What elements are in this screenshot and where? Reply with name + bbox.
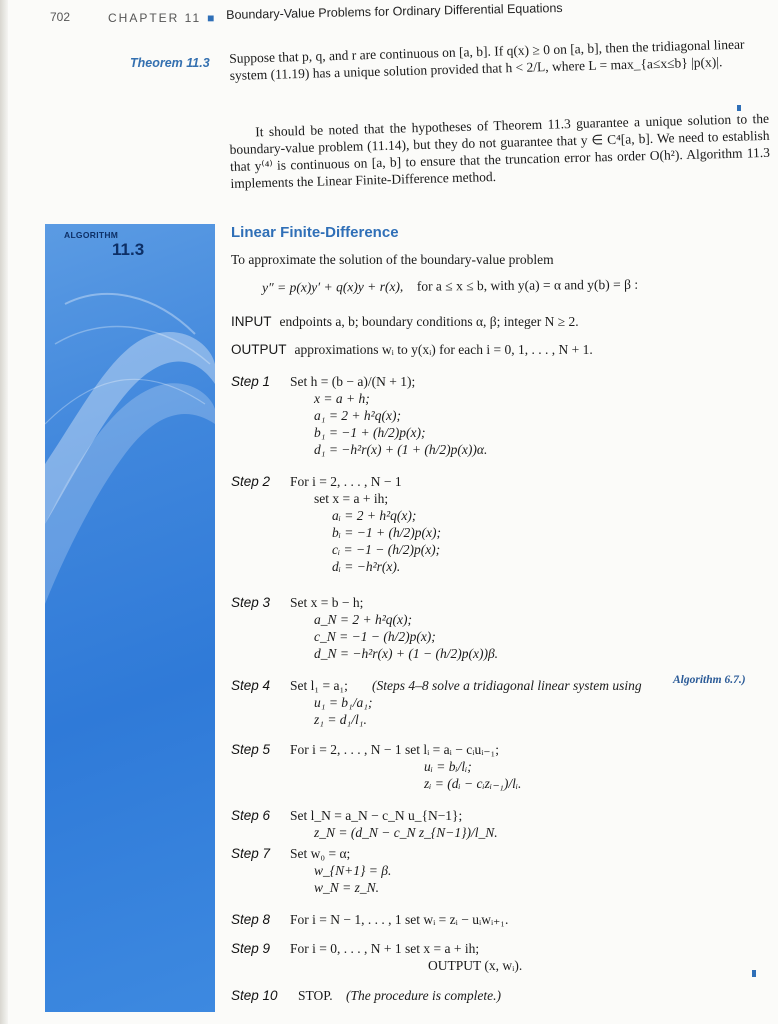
algorithm-reference: Algorithm 6.7.): [673, 674, 746, 686]
page-number: 702: [50, 10, 71, 24]
output-label: OUTPUT: [231, 342, 287, 357]
algorithm-title: Linear Finite-Difference: [231, 224, 399, 241]
algorithm-sidebar: [45, 224, 215, 1012]
step-line: cᵢ = −1 − (h/2)p(x);: [332, 542, 441, 557]
step-line: b₁ = −1 + (h/2)p(x);: [314, 425, 426, 440]
step-line: For i = 0, . . . , N + 1 set x = a + ih;: [290, 941, 480, 956]
step-line: Set w₀ = α;: [290, 846, 351, 861]
input-line: [231, 314, 579, 330]
step-label: Step 9: [231, 941, 271, 956]
step-line: Set l_N = a_N − c_N u_{N−1};: [290, 808, 463, 823]
step-line: u₁ = b₁/a₁;: [314, 695, 373, 710]
end-of-algorithm-icon: [752, 970, 756, 977]
step-line: Set x = b − h;: [290, 595, 364, 610]
step-label: Step 8: [231, 912, 271, 927]
step-line: zᵢ = (dᵢ − cᵢzᵢ₋₁)/lᵢ.: [424, 776, 522, 791]
step-line: dᵢ = −h²r(x).: [332, 559, 401, 574]
input-text: endpoints a, b; boundary conditions α, β; integer N ≥ 2.: [279, 314, 579, 329]
step-line: For i = 2, . . . , N − 1: [290, 474, 402, 489]
step-note: (The procedure is complete.): [346, 988, 501, 1003]
step-label: Step 7: [231, 846, 271, 861]
boundary-value-equation: [262, 277, 638, 296]
running-title: Boundary-Value Problems for Ordinary Differential Equations: [226, 0, 563, 22]
output-text: approximations wᵢ to y(xᵢ) for each i = 0, 1, . . . , N + 1.: [294, 342, 593, 357]
step-note: (Steps 4–8 solve a tridiagonal linear system using: [372, 678, 642, 693]
page-binding-edge: [0, 0, 8, 1024]
sidebar-swirl-graphic: [45, 224, 215, 1012]
step-label: Step 10: [231, 988, 278, 1003]
algorithm-number: 11.3: [112, 240, 145, 259]
algorithm-description: To approximate the solution of the boundary-value problem: [231, 252, 554, 267]
step-label: Step 2: [231, 474, 271, 489]
step-label: Step 3: [231, 595, 271, 610]
equation-main: y″ = p(x)y′ + q(x)y + r(x),: [262, 278, 404, 295]
step-line: bᵢ = −1 + (h/2)p(x);: [332, 525, 441, 540]
step-line: aᵢ = 2 + h²q(x);: [332, 508, 417, 523]
step-line: For i = N − 1, . . . , 1 set wᵢ = zᵢ − uᵢwᵢ₊₁.: [290, 912, 509, 927]
step-line: OUTPUT (x, wᵢ).: [428, 958, 523, 973]
note-paragraph: [229, 110, 771, 192]
step-line: Set l₁ = a₁;: [290, 678, 348, 693]
chapter-text: CHAPTER 11: [108, 11, 202, 25]
step-line: x = a + h;: [314, 391, 370, 406]
step-line: z_N = (d_N − c_N z_{N−1})/l_N.: [314, 825, 498, 840]
equation-condition: for a ≤ x ≤ b, with y(a) = α and y(b) = β :: [416, 276, 639, 294]
step-line: STOP.: [298, 988, 333, 1003]
step-line: w_N = z_N.: [314, 880, 380, 895]
step-label: Step 5: [231, 742, 271, 757]
step-line: For i = 2, . . . , N − 1 set lᵢ = aᵢ − cᵢuᵢ₋₁;: [290, 742, 499, 757]
chapter-label: [108, 11, 220, 25]
step-label: Step 4: [231, 678, 271, 693]
step-line: a₁ = 2 + h²q(x);: [314, 408, 401, 423]
algorithm-word: ALGORITHM: [64, 230, 119, 240]
bullet-icon: ■: [207, 11, 215, 25]
theorem-text: Suppose that p, q, and r are continuous on [a, b]. If q(x) ≥ 0 on [a, b], then the tridiagonal linear system (11.19) has a unique solution provided that h < 2/L, where L = max_{a≤x≤b} |p(x)|.: [229, 36, 745, 83]
step-line: w_{N+1} = β.: [314, 863, 392, 878]
step-label: Step 6: [231, 808, 271, 823]
step-line: c_N = −1 − (h/2)p(x);: [314, 629, 436, 644]
note-text: It should be noted that the hypotheses of Theorem 11.3 guarantee a unique solution to the boundary-value problem (11.14), but they do not guarantee that y ∈ C⁴[a, b]. We need to establish that y⁽⁴⁾ is continuous on [a, b] to ensure that the truncation error has order O(h²). Algorithm 11.3 implements the Linear Finite-Difference method.: [229, 110, 771, 191]
step-line: uᵢ = bᵢ/lᵢ;: [424, 759, 472, 774]
step-line: set x = a + ih;: [314, 491, 389, 506]
step-line: a_N = 2 + h²q(x);: [314, 612, 413, 627]
step-label: Step 1: [231, 374, 271, 389]
step-line: z₁ = d₁/l₁.: [314, 712, 367, 727]
theorem-label: Theorem 11.3: [130, 56, 210, 70]
step-line: d_N = −h²r(x) + (1 − (h/2)p(x))β.: [314, 646, 499, 661]
output-line: [231, 342, 593, 358]
step-line: d₁ = −h²r(x) + (1 + (h/2)p(x))α.: [314, 442, 488, 457]
input-label: INPUT: [231, 314, 272, 329]
step-line: Set h = (b − a)/(N + 1);: [290, 374, 416, 389]
